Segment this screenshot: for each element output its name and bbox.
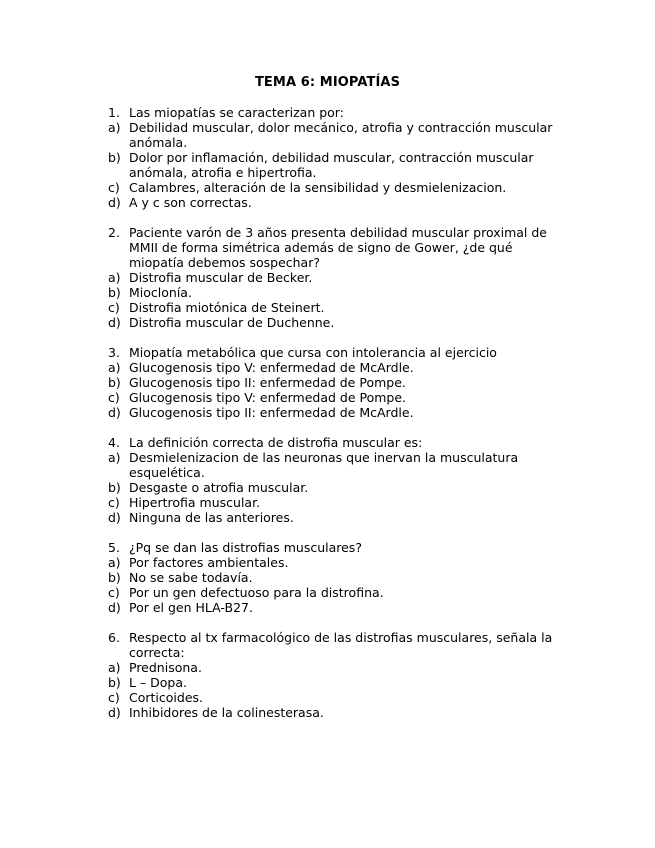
option-letter: d): [108, 705, 121, 720]
question-stem: [108, 345, 568, 360]
question-3: [108, 345, 568, 420]
answer-option: [108, 450, 568, 480]
option-letter: a): [108, 360, 121, 375]
option-letter: d): [108, 600, 121, 615]
option-text: Glucogenosis tipo V: enfermedad de Pompe.: [129, 390, 407, 405]
option-letter: d): [108, 315, 121, 330]
answer-option: [108, 600, 568, 615]
question-stem: [108, 435, 568, 450]
page-title: TEMA 6: MIOPATÍAS: [254, 75, 401, 90]
answer-option: [108, 120, 568, 150]
option-letter: b): [108, 285, 121, 300]
option-text: Mioclonía.: [129, 285, 192, 300]
question-list: [108, 105, 568, 735]
question-number: 6.: [108, 630, 120, 645]
answer-option: [108, 690, 568, 705]
option-letter: a): [108, 450, 121, 465]
answer-option: [108, 555, 568, 570]
answer-option: [108, 510, 568, 525]
question-number: 5.: [108, 540, 120, 555]
question-text: La definición correcta de distrofia muscular es:: [129, 435, 423, 450]
option-text: A y c son correctas.: [129, 195, 252, 210]
option-letter: d): [108, 405, 121, 420]
option-letter: b): [108, 570, 121, 585]
question-5: [108, 540, 568, 615]
answer-option: [108, 585, 568, 600]
option-letter: a): [108, 270, 121, 285]
answer-option: [108, 675, 568, 690]
option-letter: c): [108, 390, 120, 405]
option-text: Debilidad muscular, dolor mecánico, atrofia y contracción muscular anómala.: [129, 120, 553, 150]
answer-option: [108, 150, 568, 180]
option-letter: a): [108, 660, 121, 675]
option-letter: b): [108, 480, 121, 495]
option-letter: c): [108, 690, 120, 705]
option-text: Desgaste o atrofia muscular.: [129, 480, 309, 495]
option-letter: b): [108, 675, 121, 690]
question-stem: [108, 225, 568, 270]
option-letter: c): [108, 585, 120, 600]
question-2: [108, 225, 568, 330]
question-6: [108, 630, 568, 720]
option-text: Por un gen defectuoso para la distrofina.: [129, 585, 384, 600]
answer-option: [108, 300, 568, 315]
answer-option: [108, 270, 568, 285]
option-text: Prednisona.: [129, 660, 202, 675]
option-letter: c): [108, 495, 120, 510]
question-text: ¿Pq se dan las distrofias musculares?: [129, 540, 362, 555]
answer-option: [108, 570, 568, 585]
question-number: 2.: [108, 225, 120, 240]
question-number: 4.: [108, 435, 120, 450]
option-text: Glucogenosis tipo II: enfermedad de McArdle.: [129, 405, 414, 420]
option-letter: a): [108, 120, 121, 135]
option-letter: b): [108, 375, 121, 390]
answer-option: [108, 285, 568, 300]
option-letter: c): [108, 300, 120, 315]
answer-option: [108, 705, 568, 720]
option-text: Corticoides.: [129, 690, 203, 705]
option-text: Por el gen HLA-B27.: [129, 600, 253, 615]
question-4: [108, 435, 568, 525]
option-text: No se sabe todavía.: [129, 570, 253, 585]
question-1: [108, 105, 568, 210]
question-text: Respecto al tx farmacológico de las distrofias musculares, señala la correcta:: [129, 630, 553, 660]
option-text: Por factores ambientales.: [129, 555, 289, 570]
option-letter: d): [108, 510, 121, 525]
option-text: Distrofia muscular de Duchenne.: [129, 315, 335, 330]
option-text: Glucogenosis tipo V: enfermedad de McArdle.: [129, 360, 414, 375]
question-text: Paciente varón de 3 años presenta debilidad muscular proximal de MMII de forma simétrica además de signo de Gower, ¿de qué miopatía debemos sospechar?: [129, 225, 547, 270]
option-letter: c): [108, 180, 120, 195]
question-text: Las miopatías se caracterizan por:: [129, 105, 344, 120]
answer-option: [108, 480, 568, 495]
option-text: Calambres, alteración de la sensibilidad y desmielenizacion.: [129, 180, 507, 195]
option-text: Ninguna de las anteriores.: [129, 510, 294, 525]
question-number: 3.: [108, 345, 120, 360]
answer-option: [108, 390, 568, 405]
answer-option: [108, 360, 568, 375]
option-letter: d): [108, 195, 121, 210]
question-number: 1.: [108, 105, 120, 120]
option-text: Glucogenosis tipo II: enfermedad de Pompe.: [129, 375, 406, 390]
question-stem: [108, 540, 568, 555]
option-text: Hipertrofia muscular.: [129, 495, 261, 510]
option-text: Distrofia miotónica de Steinert.: [129, 300, 325, 315]
option-text: Distrofia muscular de Becker.: [129, 270, 313, 285]
option-letter: b): [108, 150, 121, 165]
answer-option: [108, 405, 568, 420]
question-stem: [108, 630, 568, 660]
option-text: Desmielenizacion de las neuronas que inervan la musculatura esquelética.: [129, 450, 519, 480]
option-letter: a): [108, 555, 121, 570]
answer-option: [108, 495, 568, 510]
option-text: L – Dopa.: [129, 675, 188, 690]
answer-option: [108, 315, 568, 330]
answer-option: [108, 660, 568, 675]
answer-option: [108, 195, 568, 210]
question-text: Miopatía metabólica que cursa con intolerancia al ejercicio: [129, 345, 497, 360]
answer-option: [108, 180, 568, 195]
option-text: Dolor por inflamación, debilidad muscular, contracción muscular anómala, atrofia e hipertrofia.: [129, 150, 534, 180]
option-text: Inhibidores de la colinesterasa.: [129, 705, 324, 720]
question-stem: [108, 105, 568, 120]
answer-option: [108, 375, 568, 390]
